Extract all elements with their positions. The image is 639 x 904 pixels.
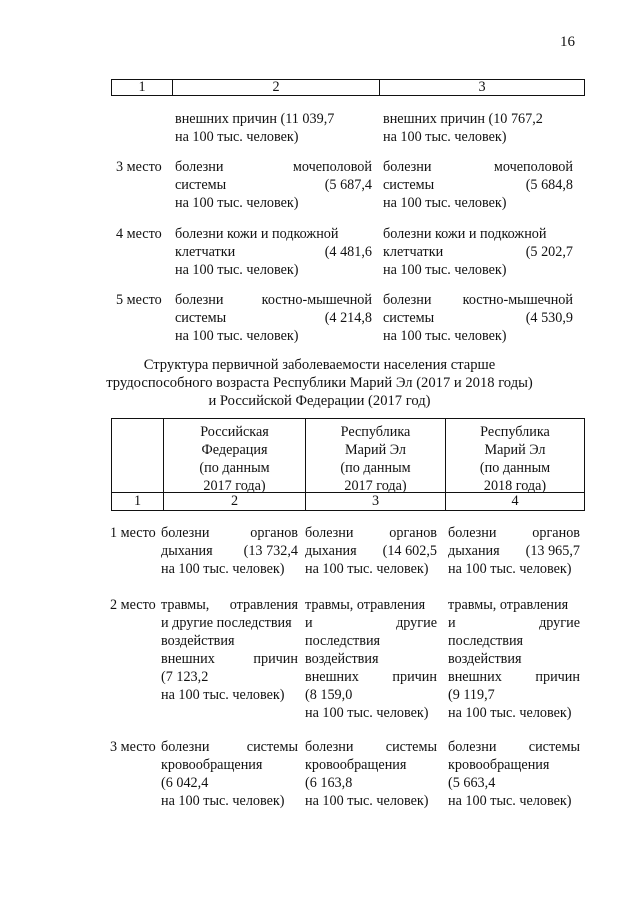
disease-cell [161, 596, 298, 704]
text-line: системы (5 687,4 [175, 177, 372, 193]
text-line: болезни костно-мышечной [383, 292, 573, 308]
text-line: внешних причин [161, 651, 298, 667]
text-line: внешних причин (10 767,2 [383, 111, 543, 127]
disease-cell [448, 524, 580, 578]
text-line: на 100 тыс. человек) [383, 129, 507, 145]
text-line: на 100 тыс. человек) [175, 262, 299, 278]
rank-label: 3 место [116, 159, 162, 175]
text-line: (5 663,4 [448, 775, 496, 791]
text-line: на 100 тыс. человек) [305, 793, 429, 809]
text-line: (7 123,2 [161, 669, 209, 685]
text-line: клетчатки (5 202,7 [383, 244, 573, 260]
disease-cell [161, 738, 298, 810]
header-col-1 [112, 419, 164, 510]
text-line: дыхания (14 602,5 [305, 543, 437, 559]
text-line: на 100 тыс. человек) [161, 793, 285, 809]
header-cell-3: 3 [478, 79, 486, 95]
column-header: Российская Федерация (по данным 2017 года) [199, 424, 270, 494]
rank-label: 5 место [116, 292, 162, 308]
text-line: травмы, отравления [448, 597, 569, 613]
text-line: системы (4 530,9 [383, 310, 573, 326]
header-number: 4 [511, 493, 519, 509]
disease-cell [161, 524, 298, 578]
text-line: и другие [305, 615, 437, 631]
column-header: Республика Марий Эл (по данным 2017 года) [340, 424, 411, 494]
text-line: болезни органов [161, 525, 298, 541]
header-cell-2: 2 [173, 80, 380, 95]
text-line: на 100 тыс. человек) [161, 687, 285, 703]
header-number: 2 [230, 493, 239, 509]
header-number: 3 [371, 493, 380, 509]
text-line: на 100 тыс. человек) [448, 561, 572, 577]
text-line: дыхания (13 965,7 [448, 543, 580, 559]
text-line: травмы, отравления [305, 597, 426, 613]
disease-cell [305, 738, 437, 810]
disease-cell [175, 225, 372, 279]
text-line: болезни системы [161, 739, 298, 755]
disease-cell [383, 158, 573, 212]
text-line: болезни органов [305, 525, 437, 541]
title-line: трудоспособного возраста Республики Марий Эл (2017 и 2018 годы) [106, 375, 533, 391]
header-col-me-2018 [446, 419, 584, 510]
disease-cell [383, 225, 573, 279]
rank-label: 3 место [110, 739, 156, 755]
header-divider [112, 492, 584, 493]
text-line: и другие [448, 615, 580, 631]
text-line: на 100 тыс. человек) [383, 262, 507, 278]
disease-cell [175, 158, 372, 212]
text-line: на 100 тыс. человек) [161, 561, 285, 577]
rank-label: 2 место [110, 597, 156, 613]
text-line: воздействия [448, 651, 522, 667]
text-line: кровообращения [448, 757, 550, 773]
title-line: и Российской Федерации (2017 год) [208, 393, 431, 409]
text-line: последствия [448, 633, 524, 649]
text-line: болезни мочеполовой [175, 159, 372, 175]
rank-label: 1 место [110, 525, 156, 541]
header-cell-1: 1 [112, 80, 173, 95]
text-line: внешних причин [305, 669, 437, 685]
text-line: (9 119,7 [448, 687, 495, 703]
header-number: 1 [133, 493, 142, 509]
disease-cell [305, 524, 437, 578]
continuation-cell-col2 [175, 110, 372, 146]
text-line: на 100 тыс. человек) [383, 328, 507, 344]
text-line: клетчатки (4 481,6 [175, 244, 372, 260]
text-line: воздействия [161, 633, 235, 649]
text-line: кровообращения [305, 757, 407, 773]
text-line: системы (5 684,8 [383, 177, 573, 193]
text-line: на 100 тыс. человек) [305, 561, 429, 577]
text-line: (8 159,0 [305, 687, 353, 703]
structure-table-header [111, 418, 585, 511]
disease-cell [448, 738, 580, 810]
disease-cell [305, 596, 437, 722]
top-table-header [111, 79, 585, 96]
text-line: внешних причин [448, 669, 580, 685]
text-line: системы (4 214,8 [175, 310, 372, 326]
text-line: кровообращения [161, 757, 263, 773]
text-line: воздействия [305, 651, 379, 667]
text-line: дыхания (13 732,4 [161, 543, 298, 559]
header-col-rf-2017 [164, 419, 306, 510]
column-header: Республика Марий Эл (по данным 2018 года) [479, 424, 551, 494]
text-line: на 100 тыс. человек) [175, 328, 299, 344]
text-line: (6 042,4 [161, 775, 209, 791]
text-line: на 100 тыс. человек) [383, 195, 507, 211]
text-line: травмы, отравления [161, 597, 298, 613]
page-number: 16 [560, 34, 575, 50]
continuation-cell-col3 [383, 110, 573, 146]
text-line: болезни кожи и подкожной [383, 226, 547, 242]
text-line: внешних причин (11 039,7 [175, 111, 335, 127]
disease-cell [383, 291, 573, 345]
disease-cell [448, 596, 580, 722]
title-line: Структура первичной заболеваемости населения старше [143, 357, 496, 373]
text-line: на 100 тыс. человек) [448, 793, 572, 809]
text-line: последствия [305, 633, 381, 649]
text-line: болезни органов [448, 525, 580, 541]
disease-cell [175, 291, 372, 345]
text-line: на 100 тыс. человек) [305, 705, 429, 721]
text-line: на 100 тыс. человек) [448, 705, 572, 721]
section-title [0, 356, 639, 410]
header-col-me-2017 [306, 419, 446, 510]
text-line: болезни системы [305, 739, 437, 755]
text-line: и другие последствия [161, 615, 292, 631]
text-line: на 100 тыс. человек) [175, 195, 299, 211]
text-line: болезни кожи и подкожной [175, 226, 339, 242]
text-line: болезни мочеполовой [383, 159, 573, 175]
text-line: на 100 тыс. человек) [175, 129, 299, 145]
text-line: болезни системы [448, 739, 580, 755]
rank-label: 4 место [116, 226, 162, 242]
text-line: болезни костно-мышечной [175, 292, 372, 308]
text-line: (6 163,8 [305, 775, 353, 791]
